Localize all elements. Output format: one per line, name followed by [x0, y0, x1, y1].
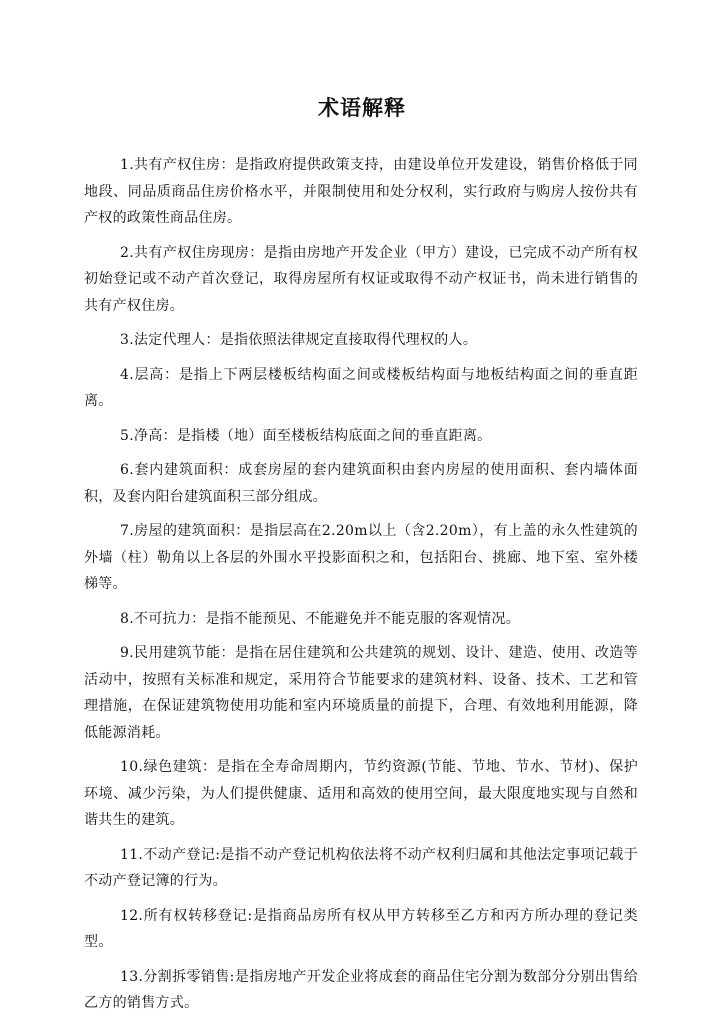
term-item: 6.套内建筑面积：成套房屋的套内建筑面积由套内房屋的使用面积、套内墙体面积，及套内阳台建筑面积三部分组成。	[84, 462, 638, 505]
term-item: 1.共有产权住房：是指政府提供政策支持，由建设单位开发建设，销售价格低于同地段、同品质商品住房价格水平，并限制使用和处分权利，实行政府与购房人按份共有产权的政策性商品住房。	[84, 157, 638, 226]
term-item: 3.法定代理人：是指依照法律规定直接取得代理权的人。	[120, 332, 478, 348]
term-item: 4.层高：是指上下两层楼板结构面之间或楼板结构面与地板结构面之间的垂直距离。	[84, 366, 638, 409]
term-item: 9.民用建筑节能：是指在居住建筑和公共建筑的规划、设计、建造、使用、改造等活动中，按照有关标准和规定，采用符合节能要求的建筑材料、设备、技术、工艺和管理措施，在保证建筑物使用功能和室内环境质量的前提下，合理、有效地利用能源，降低能源消耗。	[84, 645, 638, 741]
term-item: 12.所有权转移登记:是指商品房所有权从甲方转移至乙方和丙方所办理的登记类型。	[84, 907, 638, 950]
term-item: 2.共有产权住房现房：是指由房地产开发企业（甲方）建设，已完成不动产所有权初始登记或不动产首次登记，取得房屋所有权证或取得不动产权证书，尚未进行销售的共有产权住房。	[84, 244, 638, 314]
term-item: 11.不动产登记:是指不动产登记机构依法将不动产权利归属和其他法定事项记载于不动产登记簿的行为。	[84, 846, 638, 889]
term-item: 7.房屋的建筑面积：是指层高在2.20m以上（含2.20m），有上盖的永久性建筑的外墙（柱）勒角以上各层的外围水平投影面积之和，包括阳台、挑廊、地下室、室外楼梯等。	[84, 523, 638, 592]
term-item: 5.净高：是指楼（地）面至楼板结构底面之间的垂直距离。	[120, 427, 492, 444]
page-title: 术语解释	[318, 96, 406, 120]
term-item: 10.绿色建筑：是指在全寿命周期内，节约资源(节能、节地、节水、节材)、保护环境、减少污染，为人们提供健康、适用和高效的使用空间，最大限度地实现与自然和谐共生的建筑。	[84, 759, 638, 828]
term-item: 8.不可抗力：是指不能预见、不能避免并不能克服的客观情况。	[120, 610, 521, 627]
term-item: 13.分割拆零销售:是指房地产开发企业将成套的商品住宅分割为数部分分别出售给乙方的销售方式。	[84, 968, 638, 1011]
term-list	[84, 152, 638, 1025]
